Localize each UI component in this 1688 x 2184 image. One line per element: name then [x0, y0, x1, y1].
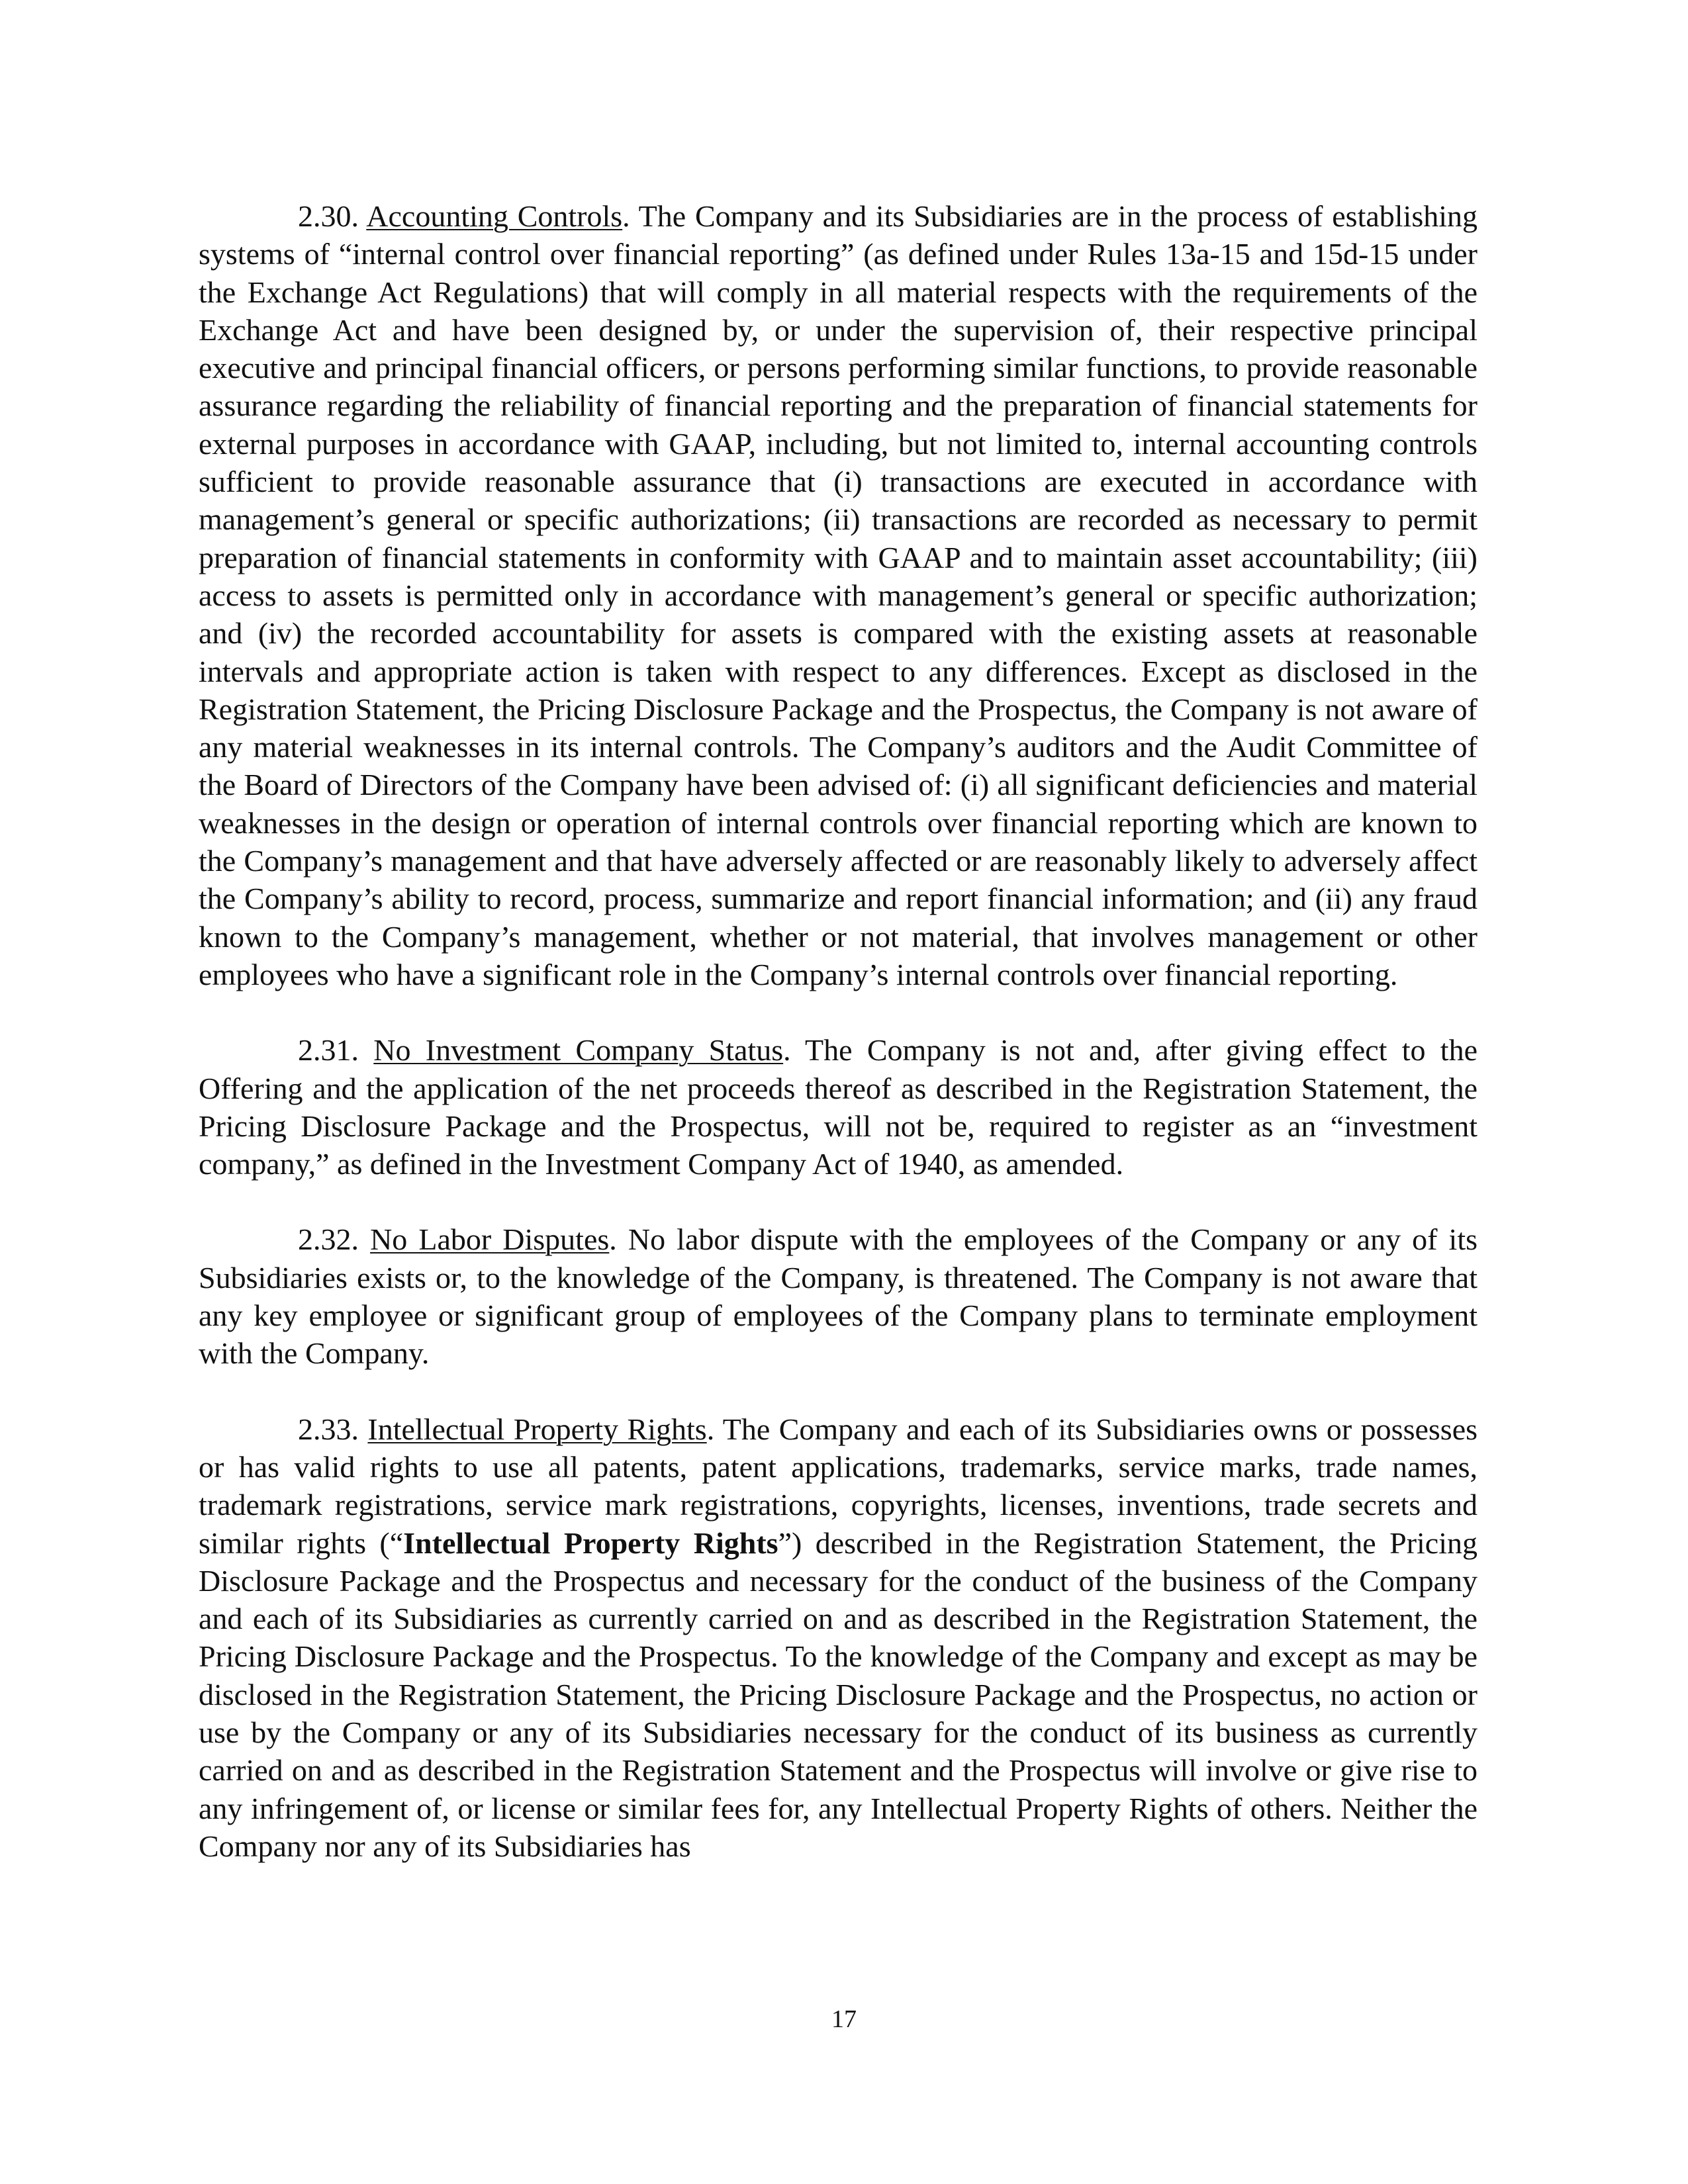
section-body: The Company is not and, after giving effect to the Offering and the application of the net proceeds thereof as described in the Registration Statement, the Pricing Disclosure Package and the Prospectus, will not be, required to register as an “investment company,” as defined in the Investment Company Act of 1940, as amended.: [199, 1033, 1478, 1181]
page-number: 17: [831, 2005, 857, 2033]
section-number: 2.33.: [298, 1412, 359, 1446]
section-2-32: [199, 1220, 1477, 1372]
heading-punctuation: .: [609, 1222, 617, 1257]
section-body-part-2: ”) described in the Registration Statement, the Pricing Disclosure Package and the Prospectus and necessary for the conduct of the business of the Company and each of its Subsidiaries as currently carried on and as described in the Registration Statement, the Pricing Disclosure Package and the Prospectus. To the knowledge of the Company and except as may be disclosed in the Registration Statement, the Pricing Disclosure Package and the Prospectus, no action or use by the Company or any of its Subsidiaries necessary for the conduct of its business as currently carried on and as described in the Registration Statement and the Prospectus will involve or give rise to any infringement of, or license or similar fees for, any Intellectual Property Rights of others. Neither the Company nor any of its Subsidiaries has: [199, 1525, 1477, 1863]
section-heading: No Labor Disputes: [370, 1222, 610, 1257]
defined-term: Intellectual Property Rights: [403, 1525, 778, 1560]
heading-punctuation: .: [622, 199, 630, 233]
section-number: 2.30.: [298, 199, 359, 233]
section-number: 2.32.: [298, 1222, 359, 1257]
section-2-30: [199, 197, 1477, 993]
section-body-part-1: The Company and each of its Subsidiaries owns or possesses or has valid rights to use all patents, patent applications, trademarks, service marks, trade names, trademark registrations, service mark registrations, copyrights, licenses, inventions, trade secrets and similar rights (“: [199, 1412, 1478, 1560]
document-page: [199, 197, 1477, 1903]
section-number: 2.31.: [298, 1033, 359, 1068]
heading-punctuation: .: [706, 1412, 715, 1446]
section-heading: Intellectual Property Rights: [367, 1412, 707, 1446]
section-heading: Accounting Controls: [366, 199, 623, 233]
section-heading: No Investment Company Status: [373, 1033, 784, 1068]
section-2-31: [199, 1031, 1477, 1183]
section-2-33: [199, 1410, 1477, 1866]
section-body: The Company and its Subsidiaries are in the process of establishing systems of “internal control over financial reporting” (as defined under Rules 13a-15 and 15d-15 under the Exchange Act Regulations) that will comply in all material respects with the requirements of the Exchange Act and have been designed by, or under the supervision of, their respective principal executive and principal financial officers, or persons performing similar functions, to provide reasonable assurance regarding the reliability of financial reporting and the preparation of financial statements for external purposes in accordance with GAAP, including, but not limited to, internal accounting controls sufficient to provide reasonable assurance that (i) transactions are executed in accordance with management’s general or specific authorizations; (ii) transactions are recorded as necessary to permit preparation of financial statements in conformity with GAAP and to maintain asset accountability; (iii) access to assets is permitted only in accordance with management’s general or specific authorization; and (iv) the recorded accountability for assets is compared with the existing assets at reasonable intervals and appropriate action is taken with respect to any differences. Except as disclosed in the Registration Statement, the Pricing Disclosure Package and the Prospectus, the Company is not aware of any material weaknesses in its internal controls. The Company’s auditors and the Audit Committee of the Board of Directors of the Company have been advised of: (i) all significant deficiencies and material weaknesses in the design or operation of internal controls over financial reporting which are known to the Company’s management and that have adversely affected or are reasonably likely to adversely affect the Company’s ability to record, process, summarize and report financial information; and (ii) any fraud known to the Company’s management, whether or not material, that involves management or other employees who have a significant role in the Company’s internal controls over financial reporting.: [199, 199, 1478, 991]
heading-punctuation: .: [783, 1033, 791, 1068]
section-body: No labor dispute with the employees of the Company or any of its Subsidiaries exists or, to the knowledge of the Company, is threatened. The Company is not aware that any key employee or significant group of employees of the Company plans to terminate employment with the Company.: [199, 1222, 1478, 1371]
